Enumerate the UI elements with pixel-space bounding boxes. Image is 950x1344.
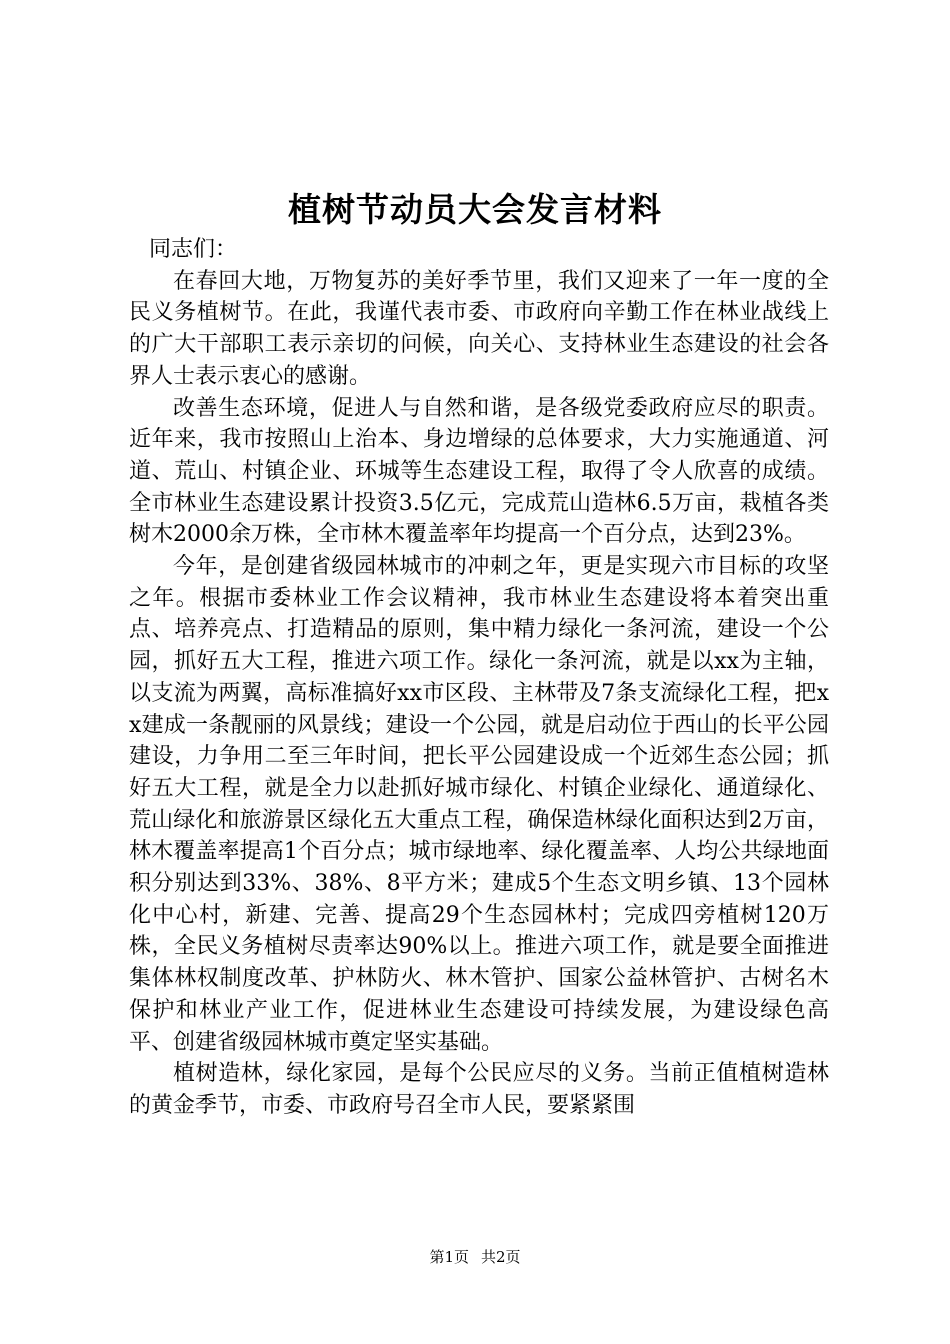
body-paragraph: 改善生态环境，促进人与自然和谐，是各级党委政府应尽的职责。近年来，我市按照山上治本、身边增绿的总体要求，大力实施通道、河道、荒山、村镇企业、环城等生态建设工程，取得了令人欣喜的成绩。全市林业生态建设累计投资3.5亿元，完成荒山造林6.5万亩，栽植各类树木2000余万株，全市林木覆盖率年均提高一个百分点，达到23%。 xyxy=(129,395,829,548)
greeting-paragraph: 同志们： xyxy=(149,237,238,262)
body-paragraph: 今年，是创建省级园林城市的冲刺之年，更是实现六市目标的攻坚之年。根据市委林业工作会议精神，我市林业生态建设将本着突出重点、培养亮点、打造精品的原则，集中精力绿化一条河流，建设一个公园，抓好五大工程，推进六项工作。绿化一条河流，就是以xx为主轴，以支流为两翼，高标准搞好xx市区段、主林带及7条支流绿化工程，把xx建成一条靓丽的风景线；建设一个公园，就是启动位于西山的长平公园建设，力争用二至三年时间，把长平公园建设成一个近郊生态公园；抓好五大工程，就是全力以赴抓好城市绿化、村镇企业绿化、通道绿化、荒山绿化和旅游景区绿化五大重点工程，确保造林绿化面积达到2万亩，林木覆盖率提高1个百分点；城市绿地率、绿化覆盖率、人均公共绿地面积分别达到33%、38%、8平方米；建成5个生态文明乡镇、13个园林化中心村，新建、完善、提高29个生态园林村；完成四旁植树120万株，全民义务植树尽责率达90%以上。推进六项工作，就是要全面推进集体林权制度改革、护林防火、林木管护、国家公益林管护、古树名木保护和林业产业工作，促进林业生态建设可持续发展，为建设绿色高平、创建省级园林城市奠定坚实基础。 xyxy=(129,554,829,1055)
document-title: 植树节动员大会发言材料 xyxy=(288,190,662,229)
page-number: 第1页 xyxy=(429,1248,469,1266)
page-total: 共2页 xyxy=(481,1248,521,1266)
body-paragraph: 在春回大地，万物复苏的美好季节里，我们又迎来了一年一度的全民义务植树节。在此，我谨代表市委、市政府向辛勤工作在林业战线上的广大干部职工表示亲切的问候，向关心、支持林业生态建设的社会各界人士表示衷心的感谢。 xyxy=(129,268,829,389)
body-paragraph: 植树造林，绿化家园，是每个公民应尽的义务。当前正值植树造林的黄金季节，市委、市政府号召全市人民，要紧紧围 xyxy=(129,1061,829,1118)
page-footer xyxy=(0,1247,950,1267)
document-body xyxy=(129,234,829,1122)
